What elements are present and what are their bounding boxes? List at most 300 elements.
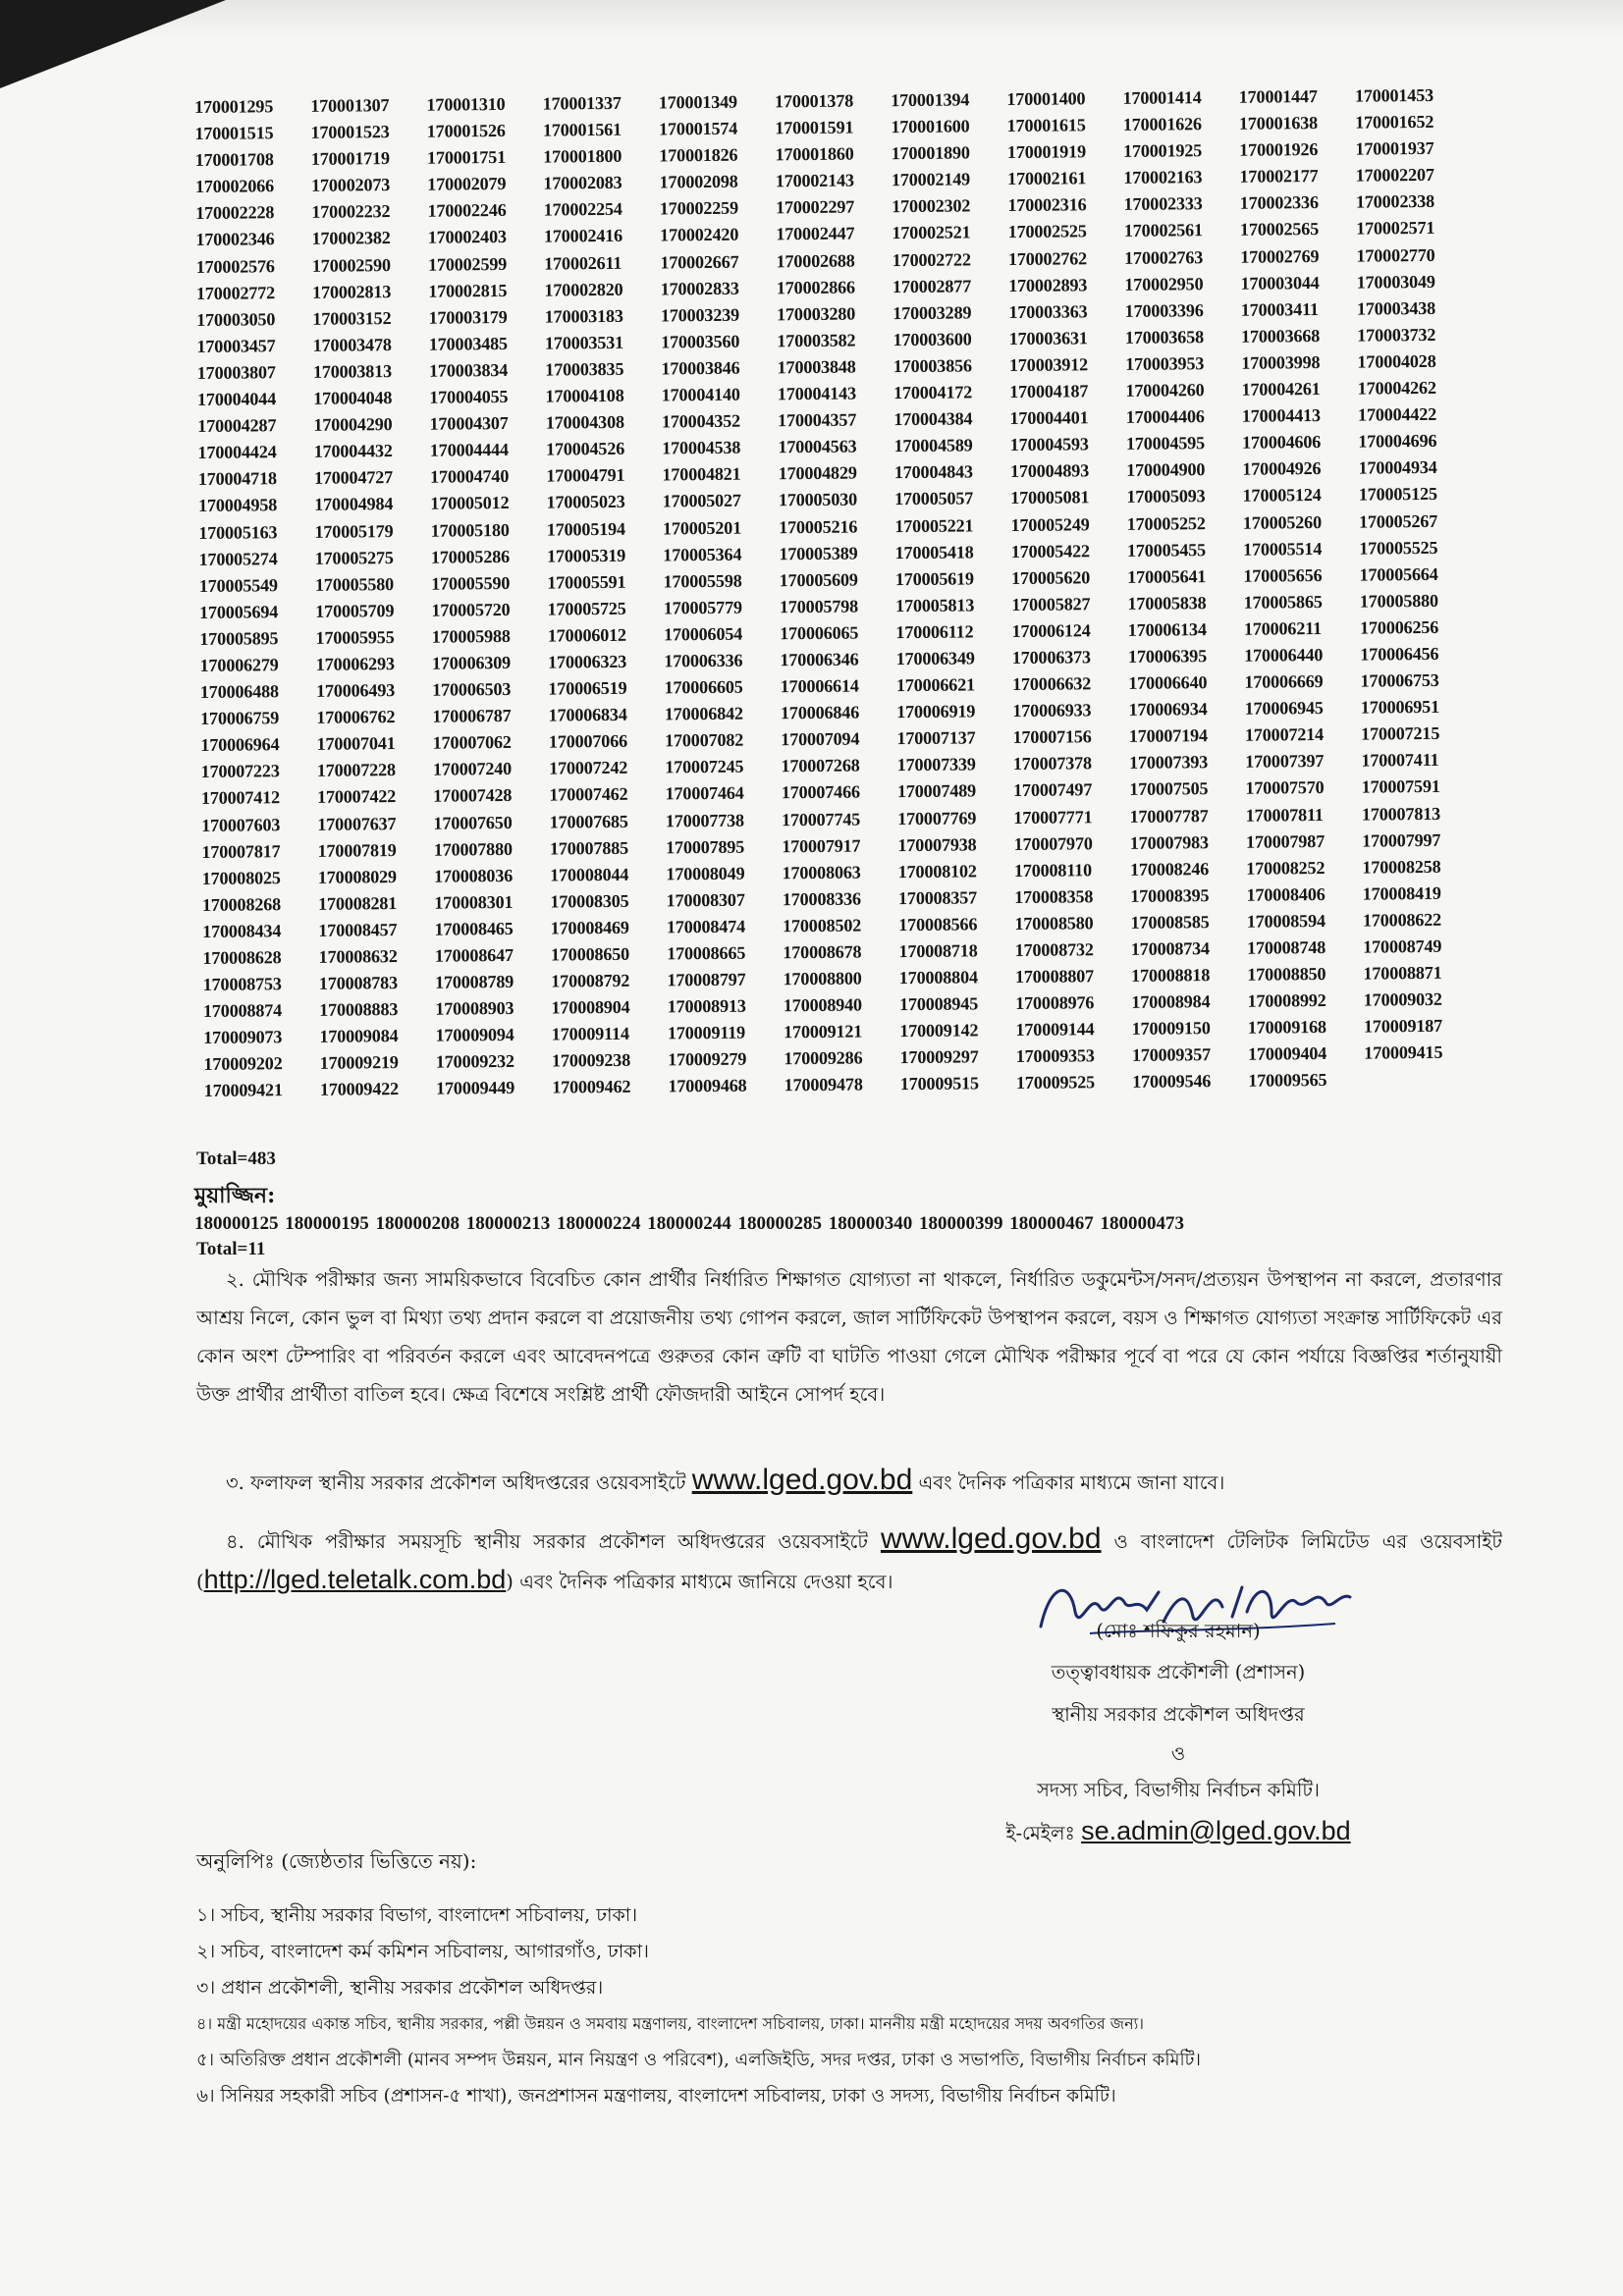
roll-number: 170009415 (1364, 1042, 1443, 1063)
roll-number: 170007214 (1244, 724, 1325, 746)
roll-number: 170006762 (316, 707, 396, 727)
roll-number: 170007970 (1013, 832, 1093, 854)
roll-number: 170007082 (664, 729, 744, 751)
roll-number: 170003152 (312, 307, 392, 329)
roll-number: 170004028 (1357, 350, 1436, 372)
roll-number: 170005827 (1011, 594, 1091, 614)
roll-number: 170001310 (426, 93, 506, 115)
roll-number: 170004055 (429, 386, 509, 407)
roll-number: 170002769 (1240, 245, 1320, 267)
roll-number: 170007769 (897, 807, 977, 828)
roll-number: 170001400 (1006, 88, 1086, 110)
roll-number: 170002521 (892, 222, 971, 243)
roll-number: 170004044 (196, 389, 277, 410)
roll-number: 170002571 (1356, 218, 1435, 240)
roll-number: 170002073 (310, 175, 391, 196)
roll-number: 170008992 (1247, 990, 1326, 1011)
roll-number: 170002893 (1008, 274, 1088, 295)
roll-number: 170009462 (552, 1077, 631, 1098)
roll-number: 170007268 (781, 755, 860, 776)
roll-number: 170002599 (427, 253, 508, 275)
roll-number: 170004352 (661, 410, 741, 432)
roll-number: 170004432 (313, 441, 393, 462)
roll-number: 170003363 (1008, 301, 1088, 322)
roll-number: 170005895 (199, 628, 279, 649)
roll-number: 170005609 (779, 569, 858, 590)
roll-number: 170008976 (1015, 992, 1095, 1014)
roll-number: 170006349 (895, 648, 975, 669)
roll-number: 170007505 (1129, 778, 1209, 800)
roll-number: 170008800 (783, 968, 862, 989)
roll-number: 170001526 (426, 121, 506, 141)
roll-number: 170008307 (666, 889, 745, 911)
roll-number: 170001447 (1238, 86, 1318, 107)
roll-number: 170008650 (550, 943, 630, 965)
roll-number: 170005549 (198, 574, 278, 596)
roll-number: 170005955 (315, 626, 395, 648)
roll-number: 170008029 (317, 866, 397, 887)
signatory-office: স্থানীয় সরকার প্রকৌশল অধিদপ্তর (1052, 1703, 1305, 1726)
roll-number: 170008110 (1013, 859, 1093, 881)
roll-number: 170007245 (665, 757, 744, 777)
roll-number: 170004422 (1357, 403, 1437, 425)
roll-number: 170008469 (550, 917, 629, 938)
roll-number: 170007094 (781, 728, 860, 750)
roll-number: 170005988 (431, 625, 511, 647)
roll-number: 170007885 (549, 837, 629, 859)
roll-number: 170001591 (775, 117, 854, 138)
roll-number: 170007411 (1361, 750, 1439, 771)
roll-number: 170002950 (1124, 273, 1204, 294)
email-address[interactable]: se.admin@lged.gov.bd (1081, 1816, 1351, 1845)
roll-number: 170009353 (1015, 1045, 1095, 1067)
roll-number: 170008718 (898, 940, 978, 962)
cc-item: ৫। অতিরিক্ত প্রধান প্রকৌশলী (মানব সম্পদ উন্নয়ন, মান নিয়ন্ত্রণ ও পরিবেশ), এলজিইডি, সদর দপ্তর, ঢাকা ও সভাপতি, বিভাগীয় নির্বাচন কমিটি। (196, 2050, 1201, 2070)
cc-item: ২। সচিব, বাংলাদেশ কর্ম কমিশন সচিবালয়, আগারগাঁও, ঢাকা। (196, 1941, 649, 1962)
lged-website-link-2[interactable]: www.lged.gov.bd (880, 1522, 1102, 1555)
cc-heading: অনুলিপিঃ (জ্যেষ্ঠতার ভিত্তিতে নয়): (196, 1849, 477, 1873)
roll-number: 170005798 (779, 596, 859, 617)
roll-number: 170004401 (1009, 407, 1089, 429)
roll-number: 170008281 (317, 892, 398, 914)
roll-number: 170008036 (433, 865, 514, 886)
roll-number: 170003531 (544, 332, 624, 353)
roll-number: 170008678 (783, 941, 862, 963)
roll-number: 170007650 (433, 812, 513, 833)
roll-number: 170002772 (195, 282, 276, 303)
roll-number: 170009232 (435, 1051, 514, 1073)
roll-number: 170002333 (1123, 193, 1203, 215)
teletalk-link[interactable]: http://lged.teletalk.com.bd (203, 1565, 507, 1594)
roll-number: 170004140 (661, 384, 740, 405)
roll-number: 170008246 (1129, 858, 1210, 880)
roll-number: 170004406 (1125, 406, 1205, 428)
roll-number: 170003668 (1240, 325, 1321, 347)
roll-number: 170009119 (667, 1022, 746, 1043)
roll-number: 170007603 (201, 814, 281, 835)
roll-number: 170009421 (203, 1080, 283, 1101)
roll-number: 170006440 (1244, 644, 1324, 666)
roll-number: 170008871 (1363, 962, 1442, 984)
roll-number: 170008585 (1130, 912, 1210, 933)
roll-number: 170008749 (1363, 935, 1442, 957)
roll-number: 170004821 (662, 463, 741, 485)
roll-number: 170008063 (782, 862, 861, 883)
roll-number: 170001890 (891, 142, 970, 164)
roll-number: 170005201 (662, 517, 742, 538)
roll-number: 170004958 (197, 495, 278, 516)
roll-number: 170002079 (427, 174, 507, 195)
roll-number: 170007987 (1245, 830, 1325, 852)
roll-number: 170006309 (431, 652, 512, 673)
roll-number: 170001860 (775, 143, 854, 165)
roll-number: 170006323 (548, 651, 627, 672)
roll-number: 170002259 (659, 198, 739, 219)
roll-number: 170006336 (664, 650, 743, 671)
roll-number: 170005779 (663, 597, 742, 618)
roll-number: 170005180 (430, 519, 510, 541)
roll-number: 170004526 (545, 439, 625, 459)
roll-number: 170007466 (781, 781, 860, 803)
cc-item: ৬। সিনিয়র সহকারী সচিব (প্রশাসন-৫ শাখা), জনপ্রশাসন মন্ত্রণালয়, বাংলাদেশ সচিবালয়, ঢাকা ও সদস্য, বিভাগীয় নির্বাচন কমিটি। (196, 2086, 1116, 2107)
roll-number: 170005249 (1010, 513, 1090, 535)
roll-number: 170006945 (1244, 698, 1324, 719)
roll-number: 170005179 (314, 520, 394, 542)
roll-number: 170008797 (667, 969, 746, 990)
paragraph-4-end: ) এবং দৈনিক পত্রিকার মাধ্যমে জানিয়ে দেওয়া হবে। (506, 1571, 893, 1593)
roll-number: 170003411 (1240, 298, 1319, 320)
roll-number: 170009187 (1363, 1016, 1443, 1037)
roll-number: 170008457 (318, 919, 398, 940)
roll-number: 170008301 (434, 891, 514, 913)
roll-number: 170002098 (659, 171, 738, 192)
roll-number: 170003560 (661, 331, 740, 352)
muazzin-heading: মুয়াজ্জিন: (194, 1183, 276, 1208)
roll-number: 170007917 (782, 835, 861, 856)
roll-number: 170002525 (1007, 221, 1087, 242)
roll-number: 170004357 (778, 409, 857, 431)
roll-number: 170001600 (891, 116, 970, 137)
roll-number: 170006054 (663, 623, 743, 645)
roll-number: 170002722 (892, 248, 971, 270)
roll-number: 170006933 (1012, 700, 1092, 721)
roll-number: 170005125 (1358, 484, 1437, 506)
roll-number: 170007422 (316, 786, 397, 808)
roll-number: 170002877 (892, 276, 972, 296)
roll-number: 170004791 (546, 465, 625, 486)
roll-number: 170005027 (662, 491, 741, 511)
roll-number: 170001925 (1122, 140, 1203, 162)
roll-number: 170009286 (784, 1047, 863, 1069)
roll-number: 170001337 (542, 92, 622, 114)
roll-number: 170005023 (546, 492, 625, 512)
roll-number: 170001919 (1006, 141, 1087, 163)
roll-number: 170006759 (200, 708, 280, 729)
roll-number: 170004595 (1125, 433, 1206, 454)
roll-number: 170008358 (1014, 886, 1094, 907)
roll-number: 170007339 (896, 754, 976, 775)
roll-number: 170001615 (1006, 115, 1086, 136)
roll-number: 170002143 (775, 170, 854, 191)
roll-number: 170003953 (1125, 353, 1205, 374)
roll-number: 170006787 (432, 706, 512, 726)
roll-number: 170006211 (1243, 617, 1323, 639)
roll-number: 170001800 (543, 146, 622, 167)
email-label: ই-মেইলঃ (1005, 1822, 1075, 1844)
roll-number: 170007813 (1361, 803, 1441, 825)
roll-number: 170004926 (1242, 458, 1322, 480)
roll-number: 170005813 (895, 595, 975, 615)
roll-number: 170008903 (435, 998, 514, 1019)
roll-number: 170007428 (433, 785, 513, 807)
roll-number: 170002611 (544, 252, 622, 274)
roll-number: 170004829 (778, 462, 857, 484)
roll-number: 170005319 (546, 545, 626, 566)
folded-corner (0, 0, 226, 88)
roll-number: 170008044 (550, 864, 629, 885)
roll-number: 170003289 (893, 302, 972, 323)
roll-number: 170001349 (658, 91, 737, 113)
roll-number: 170003732 (1357, 324, 1436, 346)
roll-number: 170003658 (1124, 326, 1205, 347)
roll-number: 170003438 (1356, 297, 1436, 319)
roll-number: 170004563 (778, 436, 857, 457)
roll-number: 170007570 (1245, 777, 1325, 799)
roll-number: 170006065 (780, 622, 859, 644)
roll-number: 170007066 (548, 731, 628, 752)
roll-number: 170002149 (891, 169, 971, 190)
roll-number: 170008025 (201, 867, 281, 888)
roll-number: 170002763 (1123, 246, 1204, 268)
roll-number: 170006488 (199, 681, 279, 703)
roll-number: 170002302 (892, 195, 971, 217)
roll-number: 170008566 (898, 914, 978, 935)
roll-number: 170002762 (1007, 247, 1088, 269)
roll-number: 170005694 (198, 601, 279, 622)
roll-number: 170002667 (660, 251, 739, 273)
paragraph-4-middle: ও বাংলাদেশ টেলিটক লিমিটেড এর ওয়েবসাইট ( (196, 1530, 1502, 1593)
roll-number: 170003183 (544, 305, 623, 327)
roll-number: 170008594 (1246, 910, 1325, 932)
roll-number: 170004187 (1009, 381, 1089, 402)
roll-number: 170007215 (1361, 723, 1440, 744)
roll-number: 170002083 (543, 173, 622, 193)
signatory-designation: তত্ত্বাবধায়ক প্রকৌশলী (প্রশাসন) (1051, 1661, 1306, 1683)
roll-number: 170007489 (896, 780, 977, 802)
roll-number: 170008049 (666, 863, 745, 884)
roll-number: 170006834 (548, 704, 627, 725)
roll-number: 170006632 (1011, 673, 1092, 695)
roll-number: 170004900 (1126, 459, 1206, 481)
roll-number: 170002688 (776, 250, 855, 271)
roll-number: 170004696 (1358, 431, 1437, 452)
roll-number: 170008474 (666, 916, 746, 937)
roll-number: 170002403 (427, 227, 507, 248)
roll-number: 170003835 (545, 358, 624, 380)
roll-number: 170007194 (1128, 725, 1208, 747)
roll-number: 170003478 (312, 334, 392, 355)
roll-number: 170005260 (1242, 511, 1323, 533)
roll-number: 170008804 (898, 967, 978, 988)
roll-number: 170002820 (544, 279, 623, 300)
roll-number: 170007880 (433, 838, 513, 860)
roll-number: 170004172 (893, 382, 973, 403)
roll-number: 170005124 (1242, 485, 1322, 507)
roll-number: 170007637 (317, 813, 397, 834)
roll-number: 170009094 (435, 1025, 514, 1045)
lged-website-link[interactable]: www.lged.gov.bd (691, 1464, 913, 1496)
roll-number: 170003600 (893, 329, 972, 350)
roll-number: 170005252 (1126, 512, 1206, 534)
roll-number: 170009073 (203, 1027, 283, 1048)
roll-number: 170003280 (776, 303, 856, 325)
roll-number: 170008502 (782, 915, 862, 936)
roll-number: 170004260 (1125, 380, 1205, 400)
roll-number: 170009297 (899, 1046, 979, 1068)
roll-number: 170006519 (548, 677, 627, 699)
roll-number: 170005591 (547, 571, 626, 593)
roll-number: 170004290 (313, 414, 393, 435)
paragraph-2: ২. মৌখিক পরীক্ষার জন্য সাময়িকভাবে বিবেচিত কোন প্রার্থীর নির্ধারিত শিক্ষাগত যোগ্যতা না থাকলে, নির্ধারিত ডকুমেন্টস/সনদ/প্রত্যয়ন উপস্থাপন না করলে, প্রতারণার আশ্রয় নিলে, কোন ভুল বা মিথ্যা তথ্য প্রদান করলে বা প্রয়োজনীয় তথ্য গোপন করলে, জাল সার্টিফিকেট উপস্থাপন করলে, বয়স ও শিক্ষাগত যোগ্যতা সংক্রান্ত সার্টিফিকেট এর কোন অংশ টেম্পারিং বা পরিবর্তন করলে এবং আবেদনপত্রে গুরুতর কোন ত্রুটি বা ঘাটতি পাওয়া গেলে মৌখিক পরীক্ষার পূর্বে বা পরে যে কোন পর্যায়ে বিজ্ঞপ্তির শর্তানুযায়ী উক্ত প্রার্থীর প্রার্থীতা বাতিল হবে। ক্ষেত্র বিশেষে সংশ্লিষ্ট প্রার্থী ফৌজদারী আইনে সোপর্দ হবে। (196, 1268, 1502, 1406)
roll-number: 170003856 (893, 355, 972, 377)
roll-number: 170006753 (1360, 669, 1439, 691)
roll-number: 170005709 (315, 600, 395, 621)
roll-number: 170002382 (311, 228, 391, 249)
roll-number: 170001708 (194, 149, 274, 171)
roll-number: 170002590 (311, 254, 391, 276)
roll-number: 170008783 (318, 973, 399, 993)
roll-number: 170009114 (551, 1024, 629, 1044)
roll-number: 170009404 (1247, 1043, 1327, 1065)
roll-number: 170009279 (668, 1049, 747, 1070)
roll-number: 170005216 (779, 516, 858, 537)
roll-number: 170008807 (1014, 966, 1095, 988)
roll-number: 170004384 (893, 408, 973, 430)
roll-number: 170008748 (1246, 936, 1326, 958)
roll-number: 170005720 (431, 599, 511, 620)
roll-number: 170004108 (545, 385, 624, 406)
roll-number: 170004718 (197, 468, 277, 490)
roll-number: 170007378 (1012, 753, 1092, 774)
roll-number: 170008734 (1130, 938, 1210, 959)
roll-number: 170006373 (1011, 647, 1091, 668)
roll-number: 170009142 (899, 1020, 979, 1041)
signatory-email (884, 1816, 1473, 1851)
roll-number: 170008406 (1246, 883, 1325, 905)
roll-number: 170002163 (1123, 167, 1203, 188)
roll-number: 170006279 (199, 655, 279, 675)
roll-number: 170001626 (1122, 114, 1202, 135)
roll-number: 170003179 (428, 306, 508, 328)
roll-number: 170004143 (777, 383, 857, 404)
muazzin-roll-numbers: 180000125 180000195 180000208 180000213 180000224 180000244 180000285 180000340 180000399 180000467 180000473 (194, 1213, 1184, 1234)
roll-number: 170008419 (1362, 882, 1441, 904)
roll-number: 170001307 (310, 95, 390, 116)
roll-number: 170005057 (893, 488, 974, 509)
roll-number: 170009565 (1248, 1070, 1327, 1092)
roll-number: 170007156 (1012, 726, 1092, 748)
roll-number: 170005455 (1126, 539, 1207, 561)
roll-number: 170009168 (1247, 1017, 1326, 1039)
roll-number: 170005656 (1243, 564, 1323, 586)
roll-number: 170001414 (1122, 87, 1202, 108)
roll-number: 170002297 (775, 196, 855, 218)
roll-number: 170002338 (1355, 191, 1435, 213)
roll-number: 170006846 (780, 702, 860, 723)
roll-number: 170005838 (1127, 592, 1207, 614)
roll-number: 170006395 (1127, 646, 1208, 667)
roll-number: 170004934 (1358, 457, 1437, 478)
roll-number: 170003998 (1241, 351, 1321, 373)
roll-number: 170008913 (667, 995, 746, 1017)
roll-number: 170001394 (891, 89, 970, 111)
roll-number: 170002770 (1356, 244, 1435, 266)
roll-number: 170008268 (201, 894, 282, 915)
roll-number: 170002815 (428, 280, 508, 301)
roll-number: 170007817 (201, 840, 281, 862)
roll-number: 170003457 (196, 336, 276, 356)
roll-number: 170007242 (549, 758, 628, 778)
roll-number: 170005422 (1010, 540, 1090, 561)
roll-number: 170004593 (1009, 434, 1089, 455)
roll-number: 170006256 (1359, 616, 1439, 638)
roll-number: 170001523 (310, 122, 390, 142)
roll-number: 170006503 (432, 678, 512, 700)
roll-number: 170003485 (428, 333, 508, 354)
roll-number: 170007397 (1245, 751, 1325, 773)
roll-number: 170009468 (668, 1076, 747, 1096)
roll-number: 170005364 (663, 544, 742, 565)
roll-number: 170006669 (1244, 671, 1324, 692)
roll-number: 170001378 (774, 90, 854, 112)
roll-number: 170002228 (195, 202, 275, 224)
roll-number: 170005267 (1358, 510, 1438, 532)
roll-number: 170009357 (1131, 1044, 1212, 1066)
signatory-and: ও (1170, 1742, 1186, 1765)
roll-number: 170008789 (434, 972, 514, 992)
roll-number: 170002316 (1007, 194, 1087, 216)
roll-number: 170002177 (1239, 166, 1319, 187)
roll-number: 170007240 (432, 759, 513, 780)
roll-number: 170008984 (1131, 991, 1211, 1013)
roll-number: 170006012 (547, 624, 626, 646)
roll-number: 170006614 (780, 675, 859, 697)
signatory-role: সদস্য সচিব, বিভাগীয় নির্বাচন কমিটি। (1036, 1779, 1321, 1801)
roll-number: 170007938 (897, 834, 977, 855)
roll-number: 170005865 (1243, 591, 1323, 613)
roll-number: 170004307 (429, 413, 509, 434)
roll-number: 170008258 (1362, 856, 1441, 878)
roll-number: 170005880 (1359, 590, 1438, 612)
roll-number: 170008395 (1130, 884, 1210, 906)
roll-number: 170008647 (434, 944, 514, 966)
roll-number: 170009422 (319, 1079, 400, 1100)
roll-number: 170001453 (1354, 84, 1434, 106)
roll-number: 170002207 (1355, 165, 1434, 186)
roll-number: 170001574 (658, 118, 738, 139)
roll-number: 170008252 (1246, 857, 1325, 879)
roll-number: 170001638 (1238, 113, 1319, 133)
roll-number: 170007393 (1128, 752, 1209, 774)
roll-number: 170007462 (549, 784, 628, 806)
roll-number: 170005163 (198, 521, 278, 543)
roll-number: 170003834 (428, 359, 509, 381)
roll-number: 170007811 (1245, 804, 1324, 826)
roll-number: 170002576 (195, 255, 275, 277)
roll-number: 170007223 (200, 761, 280, 782)
total-candidates: Total=483 (196, 1148, 276, 1169)
muazzin-total: Total=11 (196, 1239, 266, 1259)
